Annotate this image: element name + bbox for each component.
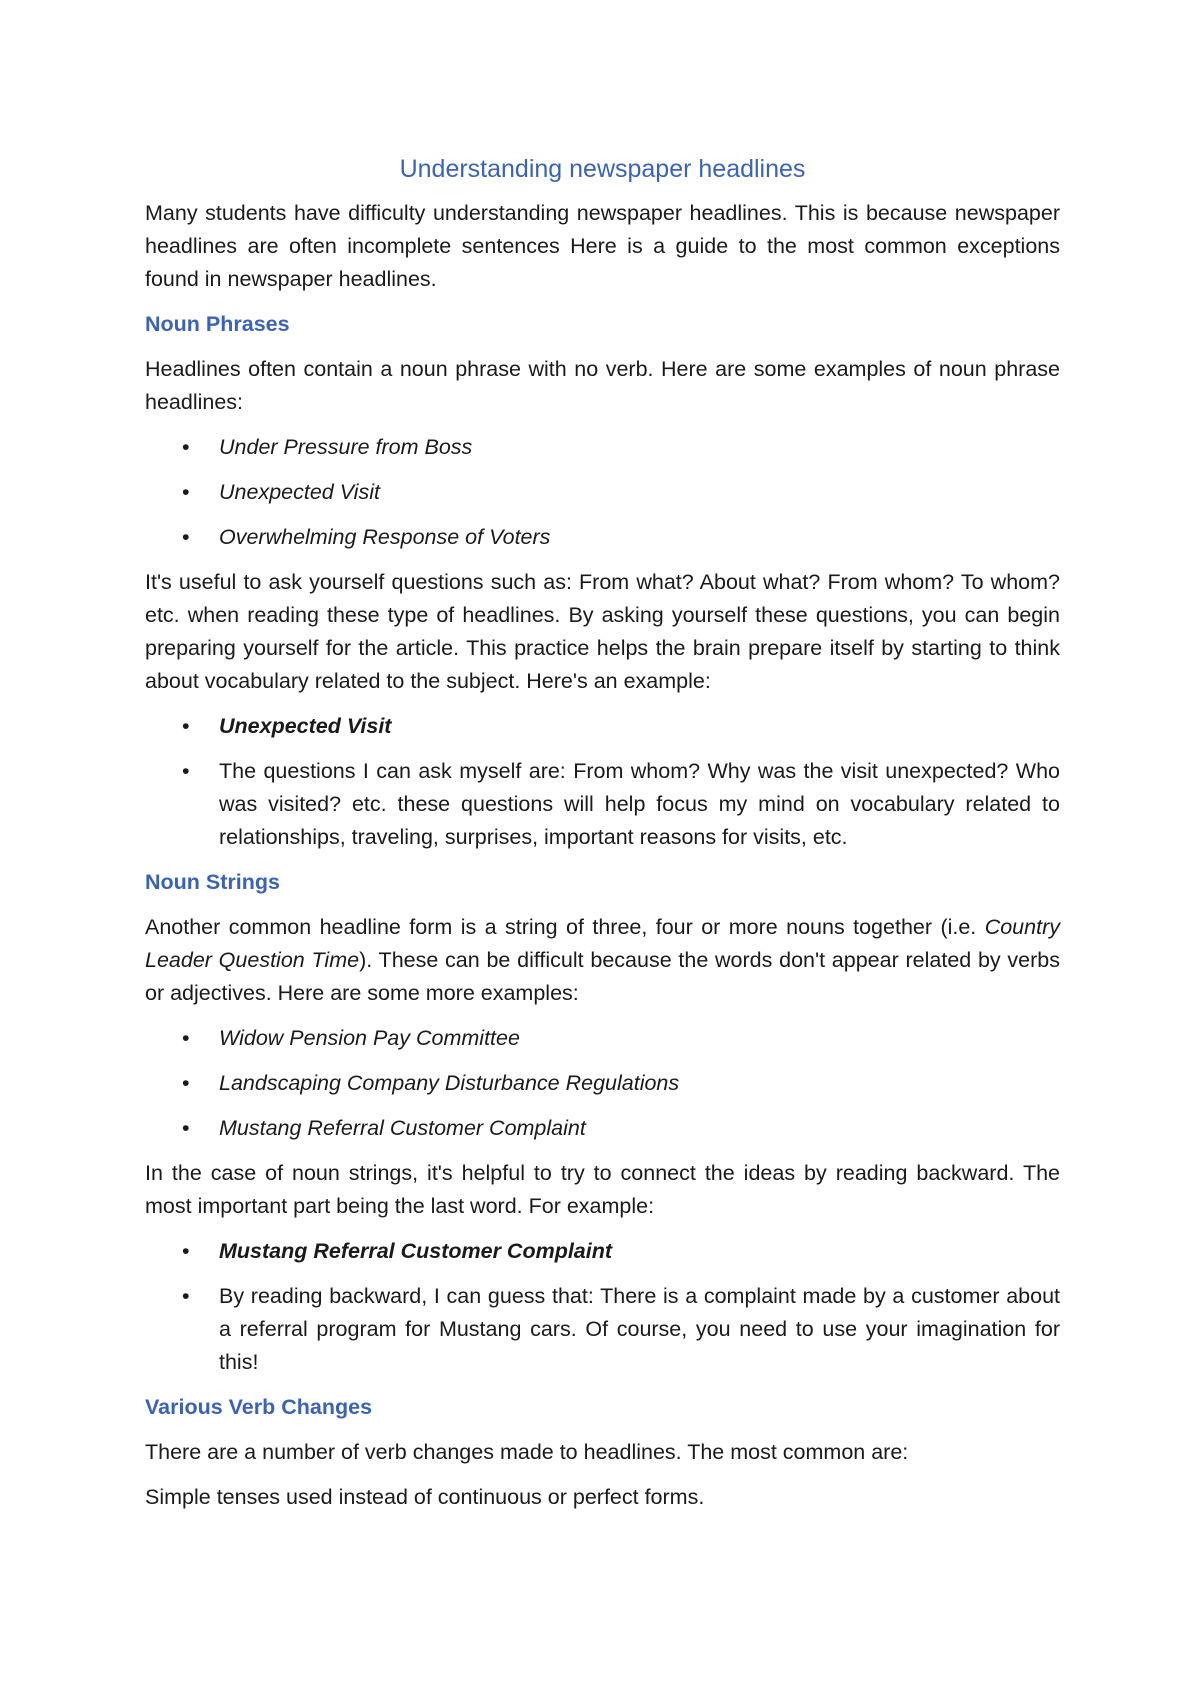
example-title: Mustang Referral Customer Complaint (219, 1239, 613, 1263)
list-item (145, 476, 1060, 509)
noun-strings-examples (145, 1022, 1060, 1145)
bullet-icon: • (182, 1284, 190, 1308)
heading-noun-strings: Noun Strings (145, 870, 280, 894)
example-text: Widow Pension Pay Committee (219, 1026, 520, 1050)
verb-changes-intro: There are a number of verb changes made to headlines. The most common are: (145, 1440, 909, 1464)
noun-phrases-worked-example (145, 710, 1060, 854)
example-text: Landscaping Company Disturbance Regulations (219, 1071, 680, 1095)
bullet-icon: • (182, 480, 190, 504)
intro-text: Another common headline form is a string of three, four or more nouns together (i.e. (145, 915, 985, 939)
page-title: Understanding newspaper headlines (399, 155, 806, 183)
intro-text: ). These can be difficult because the words don't appear related by verbs or adjectives. Here are some more examples: (145, 948, 1060, 1005)
list-item (145, 431, 1060, 464)
heading-noun-phrases: Noun Phrases (145, 312, 290, 336)
bullet-icon: • (182, 1116, 190, 1140)
example-explanation: By reading backward, I can guess that: There is a complaint made by a customer about a referral program for Mustang cars. Of course, you need to use your imagination for this! (219, 1284, 1060, 1374)
simple-tenses-paragraph: Simple tenses used instead of continuous or perfect forms. (145, 1485, 705, 1509)
noun-strings-intro (145, 911, 1060, 1010)
noun-phrases-intro: Headlines often contain a noun phrase with no verb. Here are some examples of noun phrase headlines: (145, 357, 1060, 414)
bullet-icon: • (182, 435, 190, 459)
list-item (145, 1067, 1060, 1100)
list-item (145, 710, 1060, 743)
example-text: Unexpected Visit (219, 480, 380, 504)
bullet-icon: • (182, 1239, 190, 1263)
example-text: Under Pressure from Boss (219, 435, 473, 459)
noun-phrases-examples (145, 431, 1060, 554)
list-item (145, 521, 1060, 554)
intro-italic-example: Country Leader Question Time (145, 915, 1060, 972)
example-text: Overwhelming Response of Voters (219, 525, 551, 549)
noun-strings-explanation: In the case of noun strings, it's helpful to try to connect the ideas by reading backward. The most important part being the last word. For example: (145, 1161, 1060, 1218)
heading-verb-changes: Various Verb Changes (145, 1395, 373, 1419)
bullet-icon: • (182, 1026, 190, 1050)
noun-strings-worked-example (145, 1235, 1060, 1379)
example-explanation: The questions I can ask myself are: From whom? Why was the visit unexpected? Who was visited? etc. these questions will help focus my mind on vocabulary related to relationships, traveling, surprises, important reasons for visits, etc. (219, 759, 1060, 849)
example-text: Mustang Referral Customer Complaint (219, 1116, 586, 1140)
noun-phrases-explanation: It's useful to ask yourself questions such as: From what? About what? From whom? To whom? etc. when reading these type of headlines. By asking yourself these questions, you can begin preparing yourself for the article. This practice helps the brain prepare itself by starting to think about vocabulary related to the subject. Here's an example: (145, 570, 1060, 693)
document-content (145, 152, 1060, 1526)
list-item (145, 1280, 1060, 1379)
intro-paragraph: Many students have difficulty understanding newspaper headlines. This is because newspaper headlines are often incomplete sentences Here is a guide to the most common exceptions found in newspaper headlines. (145, 201, 1060, 291)
list-item (145, 1235, 1060, 1268)
bullet-icon: • (182, 525, 190, 549)
bullet-icon: • (182, 759, 190, 783)
example-title: Unexpected Visit (219, 714, 392, 738)
bullet-icon: • (182, 1071, 190, 1095)
bullet-icon: • (182, 714, 190, 738)
list-item (145, 1112, 1060, 1145)
list-item (145, 755, 1060, 854)
list-item (145, 1022, 1060, 1055)
